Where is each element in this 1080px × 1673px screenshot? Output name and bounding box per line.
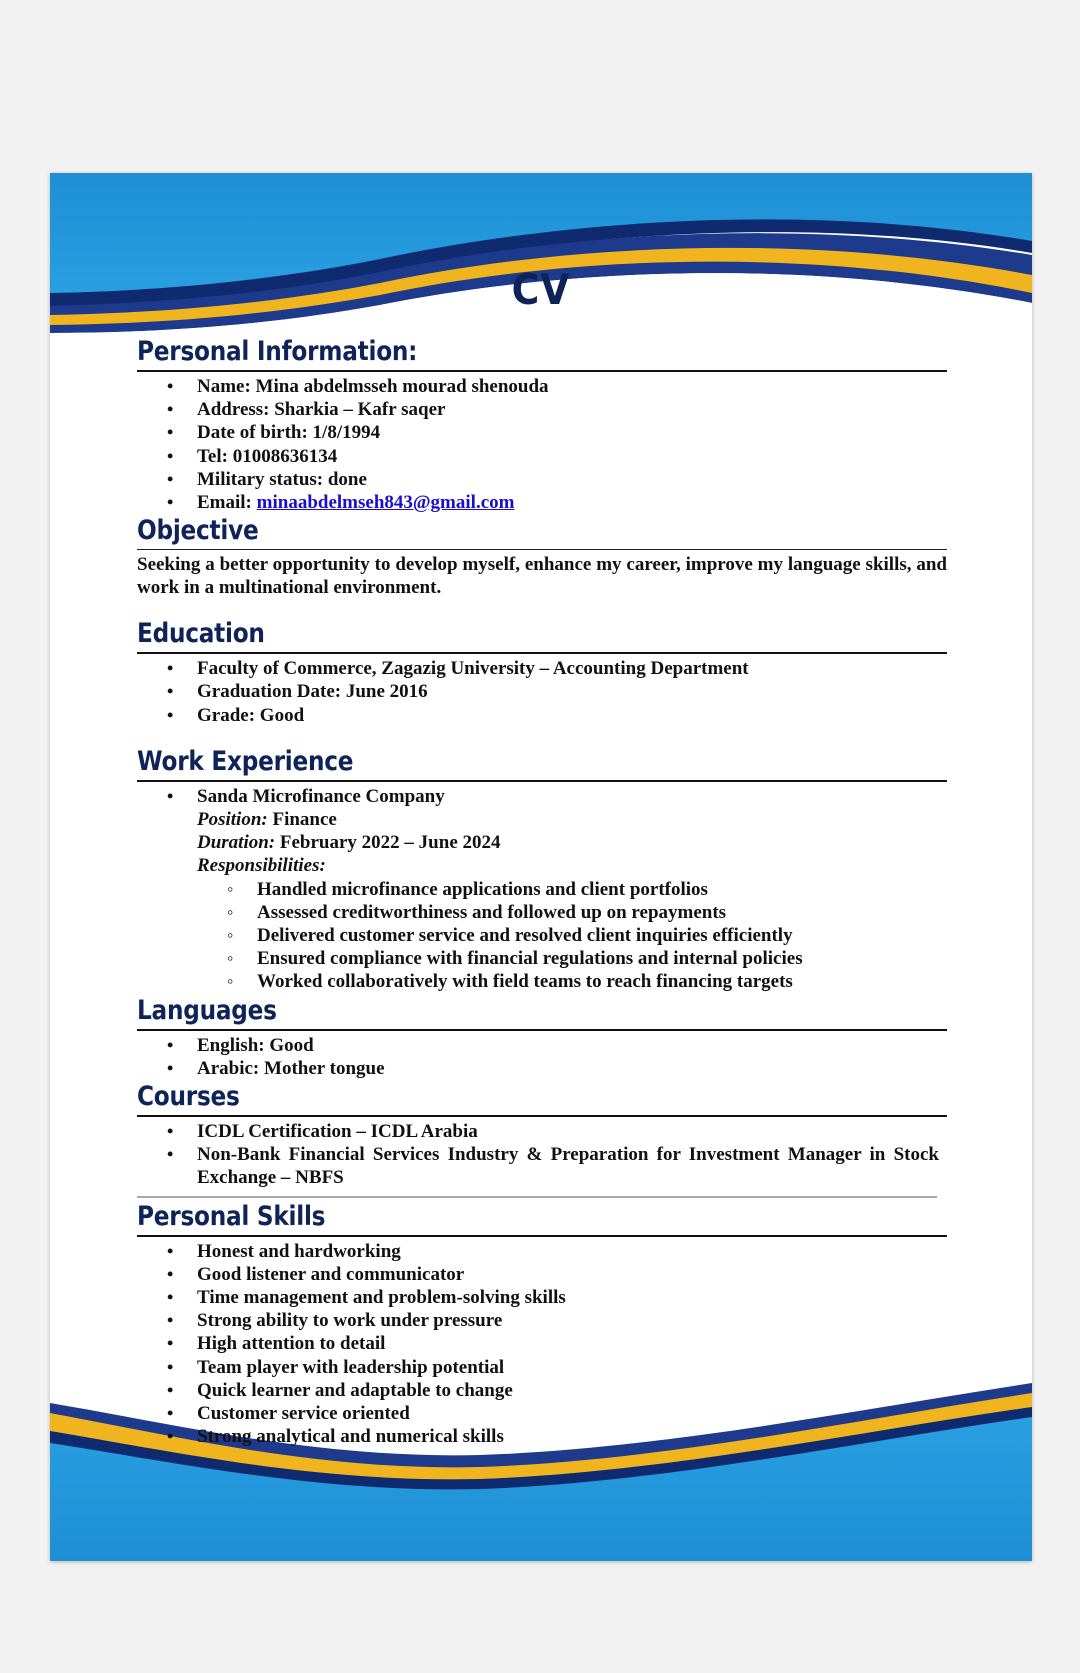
courses-list xyxy=(137,1120,947,1190)
address-item: • Address: Sharkia – Kafr saqer xyxy=(197,398,947,421)
languages-heading: Languages xyxy=(137,994,277,1026)
languages-section xyxy=(137,994,947,1080)
courses-heading: Courses xyxy=(137,1081,240,1113)
personal-skills-list xyxy=(137,1240,947,1449)
skill-item: • High attention to detail xyxy=(197,1332,947,1355)
military-item: • Military status: done xyxy=(197,468,947,491)
skill-item: • Quick learner and adaptable to change xyxy=(197,1379,947,1402)
duration-value: February 2022 – June 2024 xyxy=(275,832,501,854)
section-rule xyxy=(137,370,947,372)
personal-information-list xyxy=(137,375,947,514)
company-name: • Sanda Microfinance Company xyxy=(197,785,445,807)
skill-item: • Time management and problem-solving skills xyxy=(197,1286,947,1309)
position-line xyxy=(197,808,947,831)
responsibilities-label: Responsibilities: xyxy=(197,855,326,877)
objective-text: Seeking a better opportunity to develop myself, enhance my career, improve my language skills, and work in a multinational environment. xyxy=(137,554,947,599)
cv-title: CV xyxy=(511,265,571,314)
cv-page xyxy=(50,173,1032,1561)
email-label: Email: xyxy=(197,492,257,514)
course-item: • ICDL Certification – ICDL Arabia xyxy=(197,1120,947,1143)
skill-item: • Honest and hardworking xyxy=(197,1240,947,1263)
tel-item: • Tel: 01008636134 xyxy=(197,445,947,468)
responsibility-item: ◦ Assessed creditworthiness and followed up on repayments xyxy=(257,901,947,924)
skill-item: • Team player with leadership potential xyxy=(197,1356,947,1379)
responsibility-item: ◦ Handled microfinance applications and client portfolios xyxy=(257,878,947,901)
section-rule xyxy=(137,549,947,550)
education-list xyxy=(137,657,947,727)
course-item: • Non-Bank Financial Services Industry & Preparation for Investment Manager in Stock Exchange – NBFS xyxy=(197,1143,947,1189)
duration-line xyxy=(197,831,947,854)
work-experience-heading: Work Experience xyxy=(137,745,354,777)
position-label: Position: xyxy=(197,809,268,831)
education-item: • Graduation Date: June 2016 xyxy=(197,680,947,703)
email-item xyxy=(197,491,947,514)
education-section xyxy=(137,617,947,727)
responsibility-item: ◦ Worked collaboratively with field teams to reach financing targets xyxy=(257,970,947,993)
dob-item: • Date of birth: 1/8/1994 xyxy=(197,421,947,444)
skill-item: • Strong ability to work under pressure xyxy=(197,1309,947,1332)
responsibility-item: ◦ Ensured compliance with financial regulations and internal policies xyxy=(257,947,947,970)
work-experience-list xyxy=(137,785,947,994)
objective-section xyxy=(137,514,947,599)
personal-skills-section xyxy=(137,1200,947,1449)
objective-heading: Objective xyxy=(137,515,259,547)
responsibilities-list xyxy=(197,878,947,994)
skill-item: • Strong analytical and numerical skills xyxy=(197,1425,947,1448)
language-item: • Arabic: Mother tongue xyxy=(197,1057,947,1080)
cv-content xyxy=(137,335,947,1449)
skill-item: • Good listener and communicator xyxy=(197,1263,947,1286)
language-item: • English: Good xyxy=(197,1034,947,1057)
job-entry xyxy=(197,785,947,994)
name-item: • Name: Mina abdelmsseh mourad shenouda xyxy=(197,375,947,398)
section-rule xyxy=(137,1115,947,1117)
courses-section xyxy=(137,1080,947,1198)
section-rule xyxy=(137,1029,947,1031)
gray-divider xyxy=(137,1196,937,1198)
section-rule xyxy=(137,1235,947,1237)
section-rule xyxy=(137,652,947,654)
education-item: • Faculty of Commerce, Zagazig University – Accounting Department xyxy=(197,657,947,680)
section-rule xyxy=(137,780,947,782)
education-item: • Grade: Good xyxy=(197,704,947,727)
personal-skills-heading: Personal Skills xyxy=(137,1200,326,1232)
education-heading: Education xyxy=(137,618,265,650)
work-experience-section xyxy=(137,745,947,994)
languages-list xyxy=(137,1034,947,1080)
skill-item: • Customer service oriented xyxy=(197,1402,947,1425)
personal-information-section xyxy=(137,335,947,514)
position-value: Finance xyxy=(267,809,337,831)
duration-label: Duration: xyxy=(197,832,276,854)
personal-information-heading: Personal Information: xyxy=(137,336,418,367)
email-link[interactable]: minaabdelmseh843@gmail.com xyxy=(256,492,515,514)
responsibility-item: ◦ Delivered customer service and resolved client inquiries efficiently xyxy=(257,924,947,947)
